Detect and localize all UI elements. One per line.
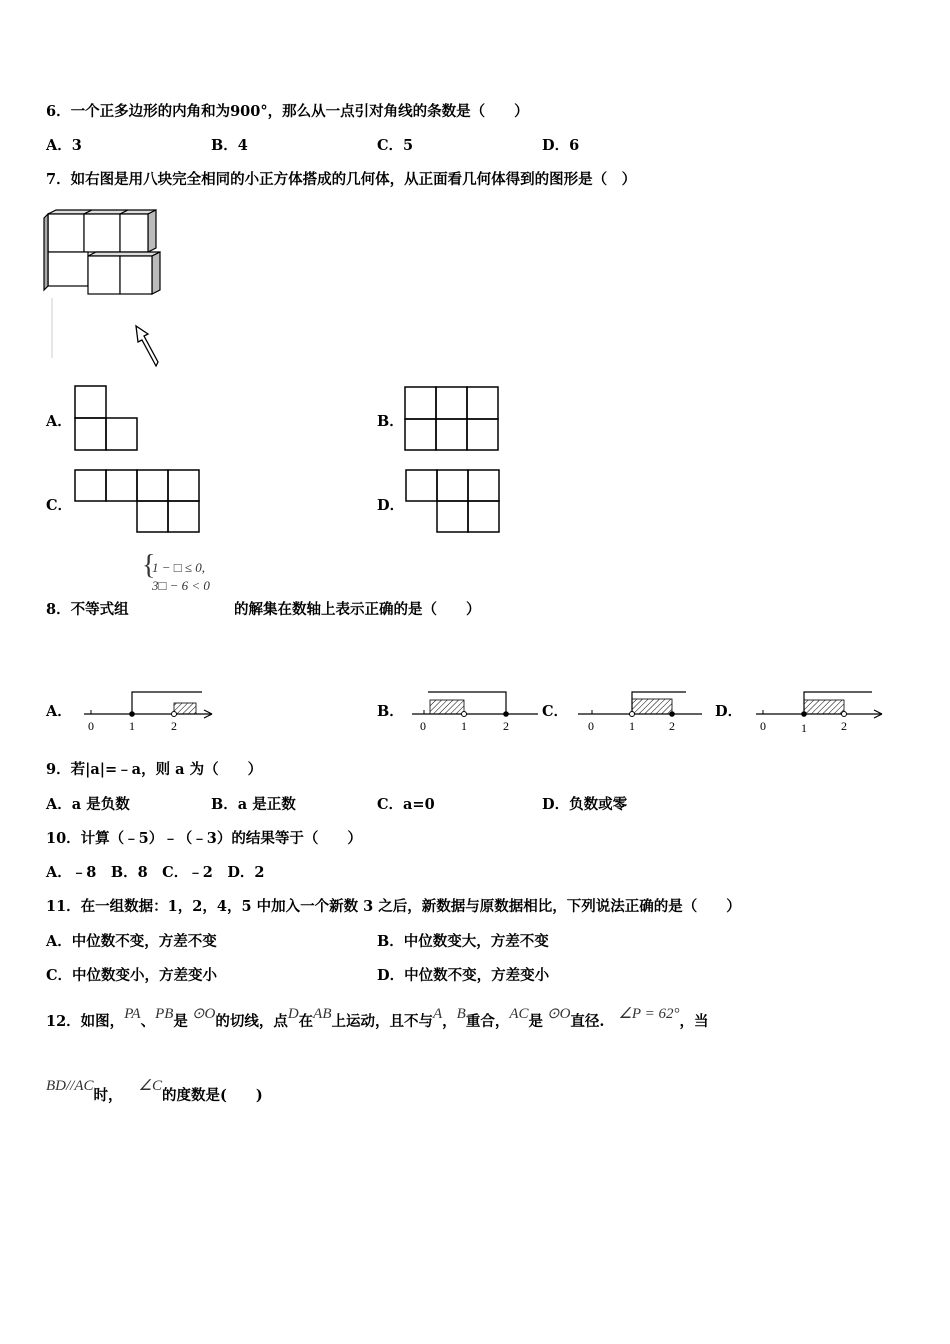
q9-option-c: C．a=0 [377, 796, 435, 813]
q9-stem: 9．若|a|=﹣a，则 a 为（ ） [46, 761, 263, 778]
q11-option-b: B．中位数变大，方差不变 [377, 933, 549, 950]
svg-text:2: 2 [503, 719, 509, 733]
q8-option-a-numberline [80, 686, 220, 734]
q8-option-b-label: B． [377, 703, 404, 720]
q8-system-line2: 3□ − 6 < 0 [152, 578, 210, 593]
svg-text:0: 0 [88, 719, 94, 733]
q8-option-d-label: D． [715, 703, 743, 720]
q8-option-c-numberline [576, 686, 706, 734]
q12-line1: 12．如图，PA、PB是 ⊙O的切线，点D在AB上运动，且不与A，B重合，AC是 ⊙O直径. ∠P = 62°，当 [46, 1006, 709, 1030]
q7-option-d-label: D． [377, 497, 405, 514]
q9-option-d: D．负数或零 [542, 796, 628, 813]
svg-text:1: 1 [629, 719, 635, 733]
svg-text:1: 1 [801, 721, 807, 735]
q12-line2: BD//AC时，∠C的度数是( ) [46, 1078, 263, 1104]
q8-option-d-numberline [754, 686, 886, 734]
q7-option-c-label: C． [46, 497, 73, 514]
q6-option-a: A．3 [46, 137, 82, 154]
q8-option-b-numberline [410, 686, 540, 734]
q9-option-a: A．a 是负数 [46, 796, 130, 813]
q11-option-c: C．中位数变小，方差变小 [46, 967, 218, 984]
svg-text:1: 1 [129, 719, 135, 733]
svg-text:2: 2 [171, 719, 177, 733]
q11-option-a: A．中位数不变，方差不变 [46, 933, 217, 950]
q7-option-a-figure [74, 384, 140, 452]
q7-option-a-label: A． [46, 413, 72, 430]
q7-option-d-figure [404, 468, 502, 534]
angle-p: ∠P = 62° [618, 1006, 680, 1022]
svg-text:0: 0 [420, 719, 426, 733]
q7-option-b-figure [404, 386, 501, 452]
q7-stem: 7．如右图是用八块完全相同的小正方体搭成的几何体，从正面看几何体得到的图形是（ ） [46, 171, 637, 188]
arc-ab: AB [313, 1006, 332, 1022]
q7-option-b-label: B． [377, 413, 404, 430]
q6-stem: 6．一个正多边形的内角和为900°，那么从一点引对角线的条数是（ ） [46, 103, 529, 120]
q8-option-a-label: A． [46, 703, 72, 720]
q8-system-line1: 1 − □ ≤ 0, [152, 560, 206, 575]
svg-text:0: 0 [760, 719, 766, 733]
q10-options: A．﹣8 B．8 C．﹣2 D．2 [46, 864, 265, 881]
svg-text:{: { [142, 550, 156, 581]
svg-text:2: 2 [841, 719, 847, 733]
svg-text:2: 2 [669, 719, 675, 733]
q11-stem: 11．在一组数据：1，2，4，5 中加入一个新数 3 之后，新数据与原数据相比，下列说法正确的是（ ） [46, 898, 741, 915]
q8-option-c-label: C． [542, 703, 569, 720]
q9-option-b: B．a 是正数 [211, 796, 296, 813]
q10-stem: 10．计算（﹣5）﹣（﹣3）的结果等于（ ） [46, 830, 362, 847]
q7-cube-figure [44, 208, 174, 370]
q6-option-d: D．6 [542, 137, 580, 154]
q8-stem-prefix: 8．不等式组 [46, 601, 129, 618]
svg-text:0: 0 [588, 719, 594, 733]
q6-option-b: B．4 [211, 137, 248, 154]
circle-o-symbol: ⊙O [191, 1006, 216, 1022]
svg-text:1: 1 [461, 719, 467, 733]
q8-stem-suffix: 的解集在数轴上表示正确的是（ ） [234, 601, 481, 618]
q7-option-c-figure [74, 468, 204, 534]
q8-inequality-system [140, 550, 240, 596]
q6-option-c: C．5 [377, 137, 414, 154]
q11-option-d: D．中位数不变，方差变小 [377, 967, 550, 984]
